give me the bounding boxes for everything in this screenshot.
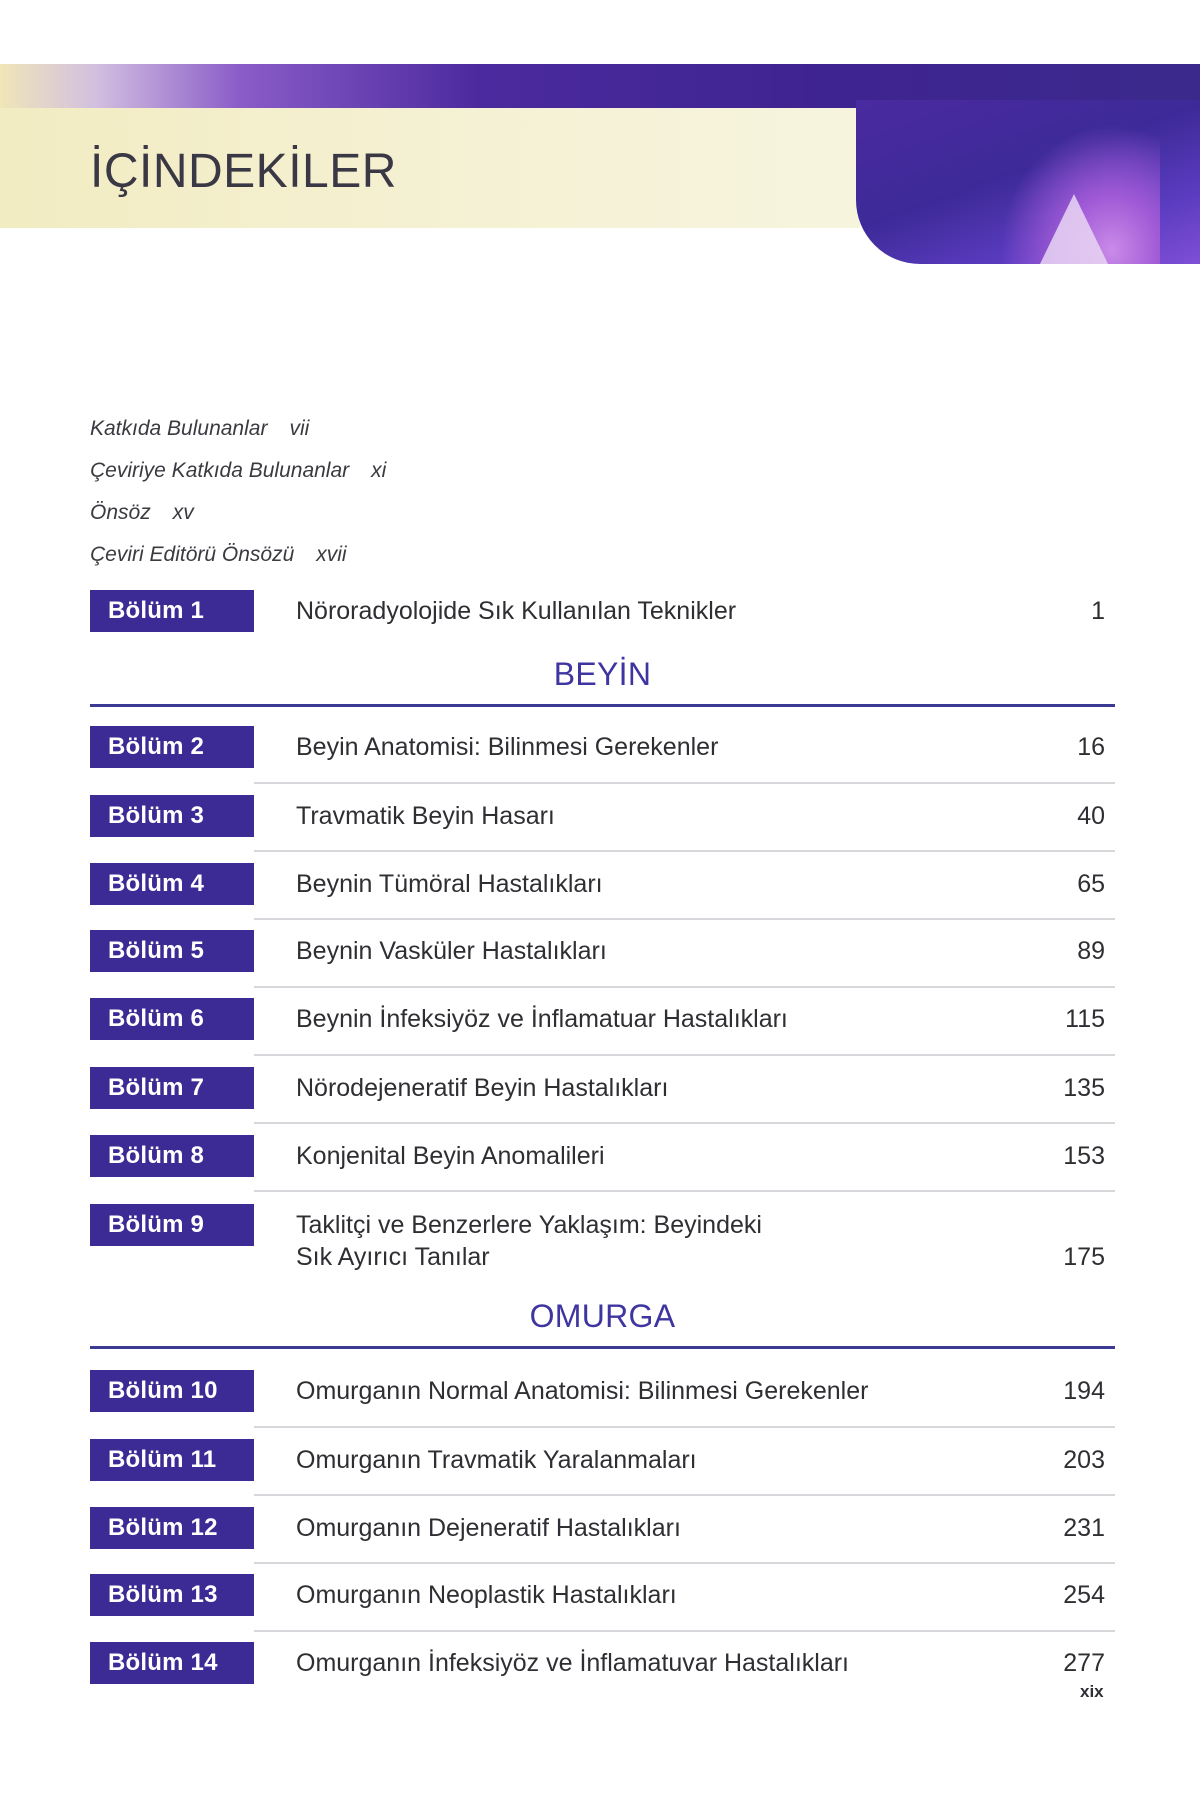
front-matter-item[interactable] bbox=[90, 492, 386, 534]
chapter-page-number: 194 bbox=[1063, 1377, 1105, 1405]
chapter-badge: Bölüm 10 bbox=[90, 1370, 254, 1412]
chapter-page-number: 89 bbox=[1077, 937, 1105, 965]
section-heading-spine: OMURGA bbox=[529, 1298, 676, 1334]
chapter-badge: Bölüm 3 bbox=[90, 795, 254, 837]
front-matter-page: vii bbox=[289, 417, 310, 440]
chapter-title: Beynin Vasküler Hastalıkları bbox=[296, 937, 607, 965]
front-matter-page: xi bbox=[371, 459, 387, 482]
chapter-page-number: 277 bbox=[1063, 1649, 1105, 1677]
toc-row-chapter-3[interactable] bbox=[90, 795, 1115, 837]
chapter-title: Beynin İnfeksiyöz ve İnflamatuar Hastalıkları bbox=[296, 1005, 788, 1033]
header-corner-graphic bbox=[856, 100, 1200, 264]
page-folio: xix bbox=[1080, 1682, 1104, 1701]
chapter-page-number: 153 bbox=[1063, 1142, 1105, 1170]
front-matter-page: xvii bbox=[316, 543, 347, 566]
section-rule bbox=[90, 1346, 1115, 1349]
chapter-title: Omurganın Neoplastik Hastalıkları bbox=[296, 1581, 677, 1609]
toc-row-chapter-7[interactable] bbox=[90, 1067, 1115, 1109]
chapter-badge: Bölüm 2 bbox=[90, 726, 254, 768]
row-divider bbox=[254, 1190, 1115, 1192]
row-divider bbox=[254, 1122, 1115, 1124]
chapter-badge: Bölüm 4 bbox=[90, 863, 254, 905]
toc-row-chapter-2[interactable] bbox=[90, 726, 1115, 768]
chapter-title-line: Taklitçi ve Benzerlere Yaklaşım: Beyindeki bbox=[296, 1211, 762, 1239]
chapter-title: Konjenital Beyin Anomalileri bbox=[296, 1142, 605, 1170]
chapter-title: Beynin Tümöral Hastalıkları bbox=[296, 870, 603, 898]
toc-row-chapter-4[interactable] bbox=[90, 863, 1115, 905]
corner-light-shape bbox=[1040, 194, 1108, 264]
row-divider bbox=[254, 986, 1115, 988]
chapter-page-number: 254 bbox=[1063, 1581, 1105, 1609]
toc-row-chapter-14[interactable] bbox=[90, 1642, 1115, 1684]
front-matter-label: Katkıda Bulunanlar bbox=[90, 417, 268, 440]
section-heading-brain: BEYİN bbox=[553, 656, 652, 692]
toc-row-chapter-9[interactable] bbox=[90, 1204, 1115, 1276]
chapter-title: Nörodejeneratif Beyin Hastalıkları bbox=[296, 1074, 669, 1102]
chapter-badge: Bölüm 9 bbox=[90, 1204, 254, 1246]
chapter-title: Beyin Anatomisi: Bilinmesi Gerekenler bbox=[296, 733, 719, 761]
chapter-title: Omurganın Normal Anatomisi: Bilinmesi Gerekenler bbox=[296, 1377, 869, 1405]
row-divider bbox=[254, 918, 1115, 920]
toc-row-chapter-13[interactable] bbox=[90, 1574, 1115, 1616]
row-divider bbox=[254, 782, 1115, 784]
chapter-title bbox=[296, 1204, 1016, 1273]
row-divider bbox=[254, 1494, 1115, 1496]
chapter-page-number: 203 bbox=[1063, 1446, 1105, 1474]
chapter-badge: Bölüm 12 bbox=[90, 1507, 254, 1549]
chapter-page-number: 175 bbox=[1063, 1243, 1105, 1271]
chapter-title: Omurganın Travmatik Yaralanmaları bbox=[296, 1446, 697, 1474]
chapter-title: Omurganın Dejeneratif Hastalıkları bbox=[296, 1514, 681, 1542]
chapter-page-number: 115 bbox=[1065, 1005, 1105, 1033]
chapter-page-number: 40 bbox=[1077, 802, 1105, 830]
chapter-title: Nöroradyolojide Sık Kullanılan Teknikler bbox=[296, 597, 737, 625]
chapter-badge: Bölüm 13 bbox=[90, 1574, 254, 1616]
row-divider bbox=[254, 1630, 1115, 1632]
section-rule bbox=[90, 704, 1115, 707]
front-matter-list bbox=[90, 408, 386, 576]
chapter-badge: Bölüm 1 bbox=[90, 590, 254, 632]
front-matter-label: Çeviriye Katkıda Bulunanlar bbox=[90, 459, 350, 482]
chapter-badge: Bölüm 5 bbox=[90, 930, 254, 972]
front-matter-label: Çeviri Editörü Önsözü bbox=[90, 543, 295, 566]
chapter-title: Travmatik Beyin Hasarı bbox=[296, 802, 555, 830]
chapter-badge: Bölüm 7 bbox=[90, 1067, 254, 1109]
toc-row-chapter-12[interactable] bbox=[90, 1507, 1115, 1549]
chapter-page-number: 135 bbox=[1063, 1074, 1105, 1102]
chapter-badge: Bölüm 6 bbox=[90, 998, 254, 1040]
toc-row-chapter-10[interactable] bbox=[90, 1370, 1115, 1412]
chapter-title-line: Sık Ayırıcı Tanılar bbox=[296, 1243, 490, 1271]
toc-row-chapter-11[interactable] bbox=[90, 1439, 1115, 1481]
chapter-page-number: 231 bbox=[1063, 1514, 1105, 1542]
page-title: İÇİNDEKİLER bbox=[90, 145, 397, 198]
front-matter-label: Önsöz bbox=[90, 501, 151, 524]
row-divider bbox=[254, 1054, 1115, 1056]
toc-row-chapter-8[interactable] bbox=[90, 1135, 1115, 1177]
toc-row-chapter-5[interactable] bbox=[90, 930, 1115, 972]
chapter-title: Omurganın İnfeksiyöz ve İnflamatuvar Hastalıkları bbox=[296, 1649, 850, 1677]
header-banner bbox=[0, 64, 1200, 264]
row-divider bbox=[254, 850, 1115, 852]
toc-row-chapter-1[interactable] bbox=[90, 590, 1115, 632]
front-matter-item[interactable] bbox=[90, 450, 386, 492]
front-matter-item[interactable] bbox=[90, 408, 386, 450]
toc-row-chapter-6[interactable] bbox=[90, 998, 1115, 1040]
chapter-badge: Bölüm 14 bbox=[90, 1642, 254, 1684]
chapter-page-number: 16 bbox=[1077, 733, 1105, 761]
row-divider bbox=[254, 1562, 1115, 1564]
chapter-page-number: 65 bbox=[1077, 870, 1105, 898]
chapter-badge: Bölüm 8 bbox=[90, 1135, 254, 1177]
chapter-badge: Bölüm 11 bbox=[90, 1439, 254, 1481]
front-matter-item[interactable] bbox=[90, 534, 386, 576]
chapter-page-number: 1 bbox=[1091, 597, 1105, 625]
front-matter-page: xv bbox=[172, 501, 194, 524]
row-divider bbox=[254, 1426, 1115, 1428]
